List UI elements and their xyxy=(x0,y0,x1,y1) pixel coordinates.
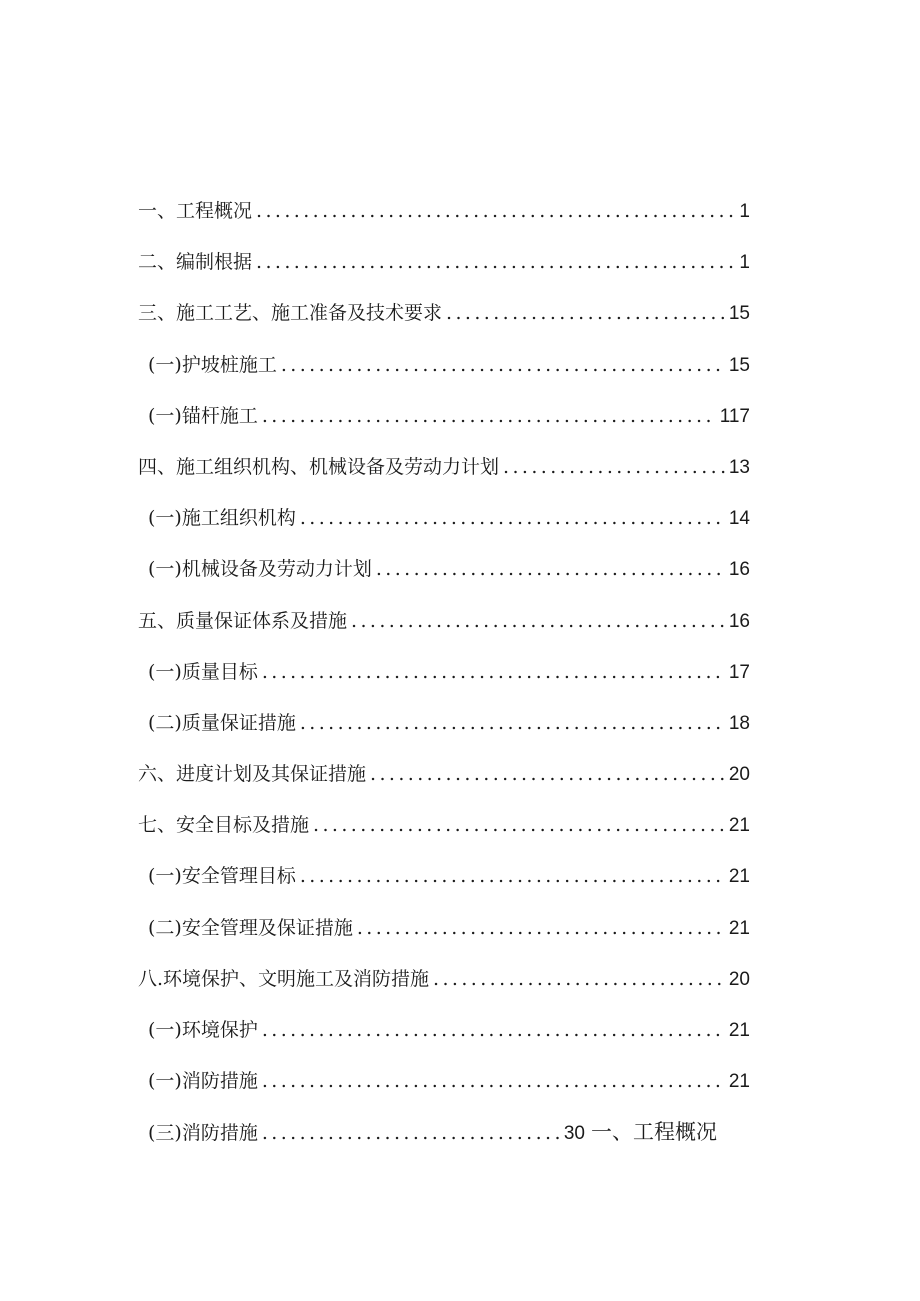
toc-entry-label: 三、施工工艺、施工准备及技术要求 xyxy=(138,302,443,325)
toc-leader-dots xyxy=(300,493,725,544)
toc-entry-page: 17 xyxy=(728,661,750,683)
toc-leader-dots xyxy=(351,596,725,647)
toc-entry-label: (一)锚杆施工 xyxy=(148,404,258,427)
toc-entry-engineering-overview[interactable] xyxy=(138,186,750,237)
toc-entry-fire-prevention[interactable] xyxy=(138,1056,750,1107)
toc-leader-dots xyxy=(262,391,716,442)
toc-entry-page: 16 xyxy=(728,559,750,581)
toc-leader-dots xyxy=(370,749,725,800)
toc-entry-label: 二、编制根据 xyxy=(138,251,253,274)
toc-entry-safety[interactable] xyxy=(138,800,750,851)
toc-leader-dots xyxy=(262,1056,725,1107)
toc-entry-page: 20 xyxy=(728,764,750,786)
toc-entry-label: (一)机械设备及劳动力计划 xyxy=(148,558,372,581)
toc-entry-label: (一)护坡桩施工 xyxy=(148,353,277,376)
toc-entry-equipment-labor[interactable] xyxy=(138,544,750,595)
toc-leader-dots xyxy=(446,288,725,339)
toc-entry-organization[interactable] xyxy=(138,493,750,544)
toc-entry-quality-measures[interactable] xyxy=(138,698,750,749)
toc-entry-page: 30 xyxy=(563,1123,585,1145)
section-heading-engineering-overview: 一、工程概况 xyxy=(590,1120,717,1145)
toc-entry-label: 五、质量保证体系及措施 xyxy=(138,609,348,632)
toc-entry-environment[interactable] xyxy=(138,954,750,1005)
toc-leader-dots xyxy=(503,442,725,493)
toc-entry-label: (二)安全管理及保证措施 xyxy=(148,916,353,939)
toc-entry-page: 15 xyxy=(728,354,750,376)
toc-entry-page: 21 xyxy=(728,1020,750,1041)
toc-entry-label: (一)消防措施 xyxy=(148,1070,258,1093)
toc-entry-page: 13 xyxy=(728,456,750,478)
toc-entry-page: 21 xyxy=(728,866,750,888)
toc-entry-page: 21 xyxy=(728,815,750,837)
toc-entry-construction-process[interactable] xyxy=(138,288,750,339)
toc-leader-dots xyxy=(256,186,735,237)
toc-entry-label: 一、工程概况 xyxy=(138,200,253,222)
toc-entry-label: 八.环境保护、文明施工及消防措施 xyxy=(138,967,430,990)
toc-entry-page: 14 xyxy=(728,508,750,530)
toc-entry-page: 20 xyxy=(728,968,750,990)
toc-leader-dots xyxy=(357,903,725,954)
toc-entry-quality-system[interactable] xyxy=(138,596,750,647)
toc-entry-label: 六、进度计划及其保证措施 xyxy=(138,763,367,786)
toc-entry-page: 21 xyxy=(728,1071,750,1093)
toc-entry-compilation-basis[interactable] xyxy=(138,237,750,288)
toc-entry-schedule[interactable] xyxy=(138,749,750,800)
toc-entry-page: 1 xyxy=(739,252,750,274)
toc-entry-anchor-rod[interactable] xyxy=(138,391,750,442)
table-of-contents xyxy=(138,186,750,1159)
toc-leader-dots xyxy=(313,800,725,851)
toc-entry-page: 18 xyxy=(728,712,750,734)
toc-entry-page: 1 xyxy=(739,201,750,222)
toc-entry-page: 15 xyxy=(728,303,750,325)
toc-leader-dots xyxy=(262,647,725,698)
toc-entry-label: (一)质量目标 xyxy=(148,660,258,683)
toc-entry-environment-protection[interactable] xyxy=(138,1005,750,1056)
toc-entry-label: 七、安全目标及措施 xyxy=(138,814,310,837)
toc-leader-dots xyxy=(376,544,725,595)
toc-entry-safety-measures[interactable] xyxy=(138,903,750,954)
toc-leader-dots xyxy=(262,1108,560,1159)
toc-leader-dots xyxy=(433,954,725,1005)
toc-entry-label: (一)环境保护 xyxy=(148,1019,258,1041)
toc-entry-label: (三)消防措施 xyxy=(148,1122,258,1145)
toc-entry-label: (一)安全管理目标 xyxy=(148,865,296,888)
toc-leader-dots xyxy=(300,851,725,902)
toc-entry-safety-goal[interactable] xyxy=(138,851,750,902)
toc-leader-dots xyxy=(300,698,725,749)
toc-entry-page: 117 xyxy=(719,405,750,427)
toc-entry-organization-equipment[interactable] xyxy=(138,442,750,493)
toc-leader-dots xyxy=(256,237,735,288)
toc-entry-label: (一)施工组织机构 xyxy=(148,507,296,530)
toc-entry-quality-goal[interactable] xyxy=(138,647,750,698)
toc-leader-dots xyxy=(262,1005,725,1056)
toc-entry-label: (二)质量保证措施 xyxy=(148,711,296,734)
toc-entry-page: 21 xyxy=(728,917,750,939)
toc-entry-label: 四、施工组织机构、机械设备及劳动力计划 xyxy=(138,455,500,478)
toc-entry-page: 16 xyxy=(728,610,750,632)
toc-entry-fire-prevention-3[interactable] xyxy=(138,1107,748,1158)
toc-entry-slope-pile[interactable] xyxy=(138,340,750,391)
toc-leader-dots xyxy=(281,340,725,391)
